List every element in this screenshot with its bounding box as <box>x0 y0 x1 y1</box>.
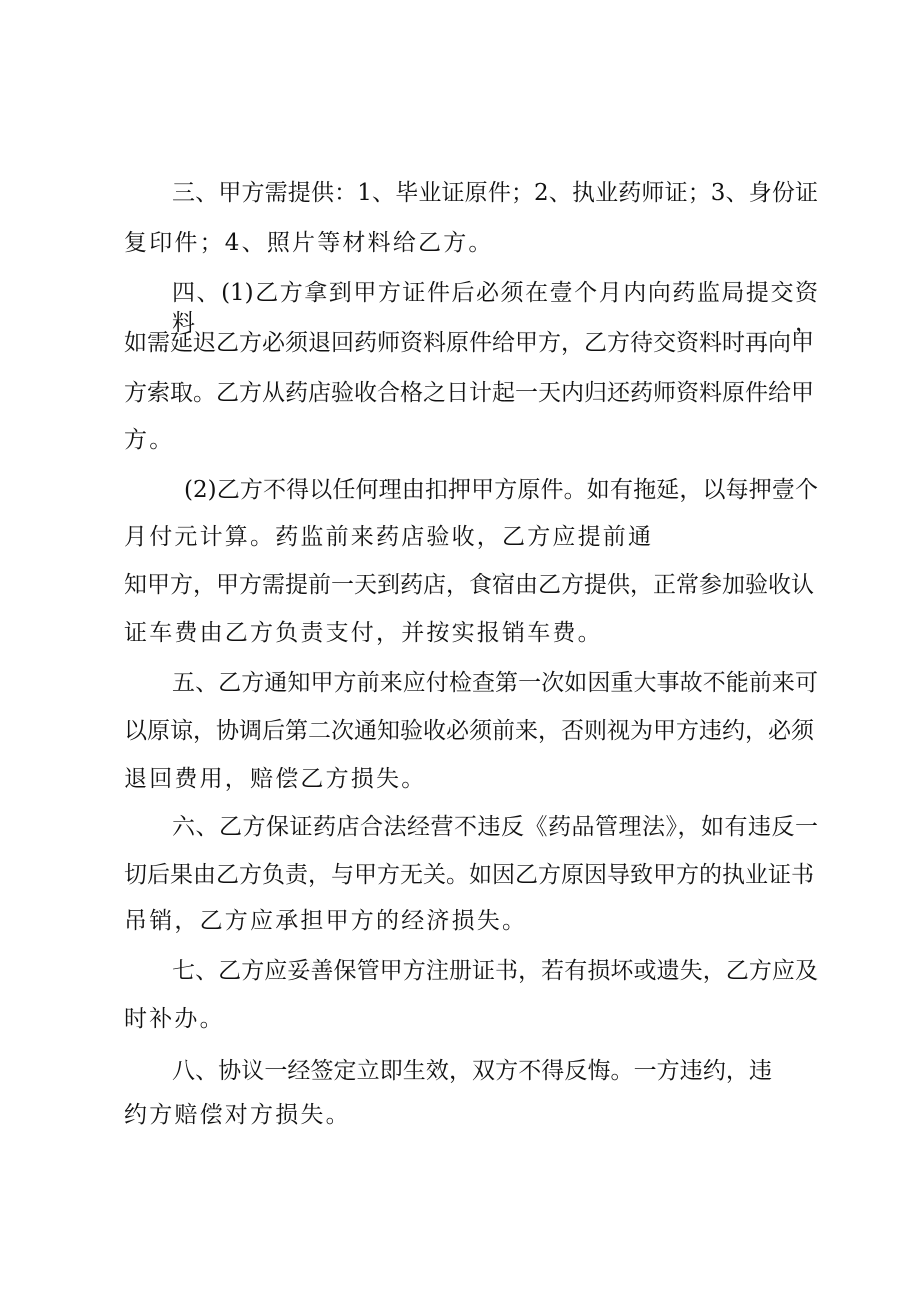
clause-6-line-2: 切后果由乙方负责，与甲方无关。如因乙方原因导致甲方的执业证书 <box>124 862 814 888</box>
clause-4-1-line-2: 如需延迟乙方必须退回药师资料原件给甲方，乙方待交资料时再向甲 <box>124 330 814 356</box>
clause-4-1-line-3: 方索取。乙方从药店验收合格之日计起一天内归还药师资料原件给甲 <box>124 380 814 406</box>
clause-3-line-1: 三、甲方需提供：1、毕业证原件；2、执业药师证；3、身份证 <box>172 180 818 206</box>
clause-4-2-line-4: 证车费由乙方负责支付，并按实报销车费。 <box>124 620 603 646</box>
clause-6-line-3: 吊销，乙方应承担甲方的经济损失。 <box>124 908 528 934</box>
clause-7-line-2: 时补办。 <box>124 1006 225 1032</box>
clause-4-2-line-3: 知甲方，甲方需提前一天到药店，食宿由乙方提供，正常参加验收认 <box>124 572 814 598</box>
clause-4-2-line-1: (2)乙方不得以任何理由扣押甲方原件。如有拖延，以每押壹个 <box>184 477 818 503</box>
clause-4-1-line-4: 方。 <box>124 427 175 453</box>
clause-5-line-3: 退回费用，赔偿乙方损失。 <box>124 766 427 792</box>
clause-5-line-1: 五、乙方通知甲方前来应付检查第一次如因重大事故不能前来可 <box>172 670 818 696</box>
clause-5-line-2: 以原谅，协调后第二次通知验收必须前来，否则视为甲方违约，必须 <box>124 718 814 744</box>
clause-4-2-line-2: 月付元计算。药监前来药店验收，乙方应提前通 <box>124 524 654 550</box>
clause-3-line-2: 复印件；4、照片等材料给乙方。 <box>124 230 494 256</box>
clause-6-line-1: 六、乙方保证药店合法经营不违反《药品管理法》，如有违反一 <box>172 814 818 840</box>
clause-8-line-1: 八、协议一经签定立即生效，双方不得反悔。一方违约，违 <box>172 1058 772 1084</box>
clause-8-line-2: 约方赔偿对方损失。 <box>124 1102 351 1128</box>
clause-7-line-1: 七、乙方应妥善保管甲方注册证书，若有损坏或遗失，乙方应及 <box>172 958 818 984</box>
clause-4-1-line-1: 四、(1)乙方拿到甲方证件后必须在壹个月内向药监局提交资料， <box>172 280 818 336</box>
